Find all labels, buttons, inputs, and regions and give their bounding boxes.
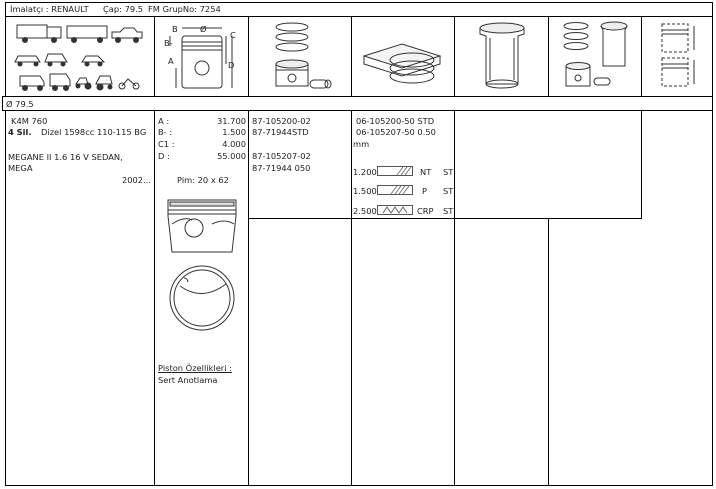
- dim-letter-b: B: [172, 24, 178, 34]
- engine-code: K4M 760: [11, 116, 48, 126]
- dim-label: A :: [158, 116, 170, 126]
- dim-value: 1.500: [222, 127, 246, 137]
- model-year: 2002...: [121, 175, 151, 185]
- ring-material: ST: [443, 186, 454, 196]
- icon-divider: [548, 16, 549, 97]
- column-divider: [641, 110, 642, 218]
- dim-value: 4.000: [222, 139, 246, 149]
- bore-label: Çap: 79.5: [103, 4, 144, 14]
- engine-desc: Dizel 1598cc 110-115 BG: [41, 127, 147, 137]
- ring-profile-icon: [377, 166, 413, 176]
- column-divider: [351, 110, 352, 486]
- vehicles-icon: [12, 22, 152, 92]
- diameter-label: Ø 79.5: [6, 99, 34, 109]
- icon-divider: [351, 16, 352, 97]
- ring-profile-icon: [377, 185, 413, 195]
- ring-type: P: [422, 186, 428, 196]
- cylinder-liner-icon: [472, 20, 532, 92]
- piston-code: 87-105200-02: [252, 116, 311, 126]
- piston-features-title: Piston Özellikleri :: [158, 363, 232, 373]
- icon-divider: [454, 16, 455, 97]
- dim-label: B- :: [158, 127, 173, 137]
- dim-label: C1 :: [158, 139, 175, 149]
- diameter-bar: [2, 96, 713, 111]
- dim-label: D :: [158, 151, 170, 161]
- column-divider: [454, 110, 455, 486]
- dim-value: 55.000: [216, 151, 246, 161]
- group-label: FM GrupNo: 7254: [148, 4, 221, 14]
- ring-profile-icon: [377, 205, 413, 215]
- ring-type: NT: [420, 167, 432, 177]
- icon-divider: [154, 16, 155, 97]
- piston-features-value: Sert Anotlama: [158, 375, 218, 385]
- ring-code: mm: [353, 139, 370, 149]
- ring-thickness: 2.500: [353, 206, 377, 216]
- ring-set-icon: [358, 28, 448, 88]
- piston-rings-set-icon: [262, 20, 342, 92]
- model-line2: MEGA: [8, 163, 33, 173]
- model-line1: MEGANE II 1.6 16 V SEDAN,: [8, 152, 123, 162]
- piston-section-drawing: [164, 196, 240, 258]
- icon-divider: [641, 16, 642, 97]
- column-divider: [548, 218, 549, 486]
- ring-code: 06-105200-50 STD: [356, 116, 435, 126]
- piston-top-drawing: [166, 262, 238, 334]
- ring-type: CRP: [417, 206, 434, 216]
- dim-letter-o: Ø: [200, 24, 207, 34]
- ring-material: ST: [443, 167, 454, 177]
- row-divider: [248, 218, 642, 219]
- piston-side-icon: [650, 20, 710, 92]
- manufacturer-label: İmalatçı : RENAULT: [10, 4, 89, 14]
- dim-letter-a: A: [168, 56, 174, 66]
- dim-letter-d: D: [228, 60, 235, 70]
- dim-value: 31.700: [216, 116, 246, 126]
- dim-letter-c: C: [230, 30, 236, 40]
- piston-code: 87-71944STD: [252, 127, 309, 137]
- piston-code: 87-71944 050: [252, 163, 311, 173]
- liner-kit-icon: [560, 20, 640, 92]
- column-divider: [154, 110, 155, 486]
- ring-code: 06-105207-50 0.50: [356, 127, 436, 137]
- ring-thickness: 1.200: [353, 167, 377, 177]
- piston-code: 87-105207-02: [252, 151, 311, 161]
- pin-label: Pim: 20 x 62: [177, 175, 229, 185]
- ring-thickness: 1.500: [353, 186, 377, 196]
- dim-letter-b1: B-: [164, 38, 173, 48]
- icon-divider: [248, 16, 249, 97]
- column-divider: [248, 110, 249, 486]
- cylinders: 4 Sil.: [8, 127, 32, 137]
- ring-material: ST: [443, 206, 454, 216]
